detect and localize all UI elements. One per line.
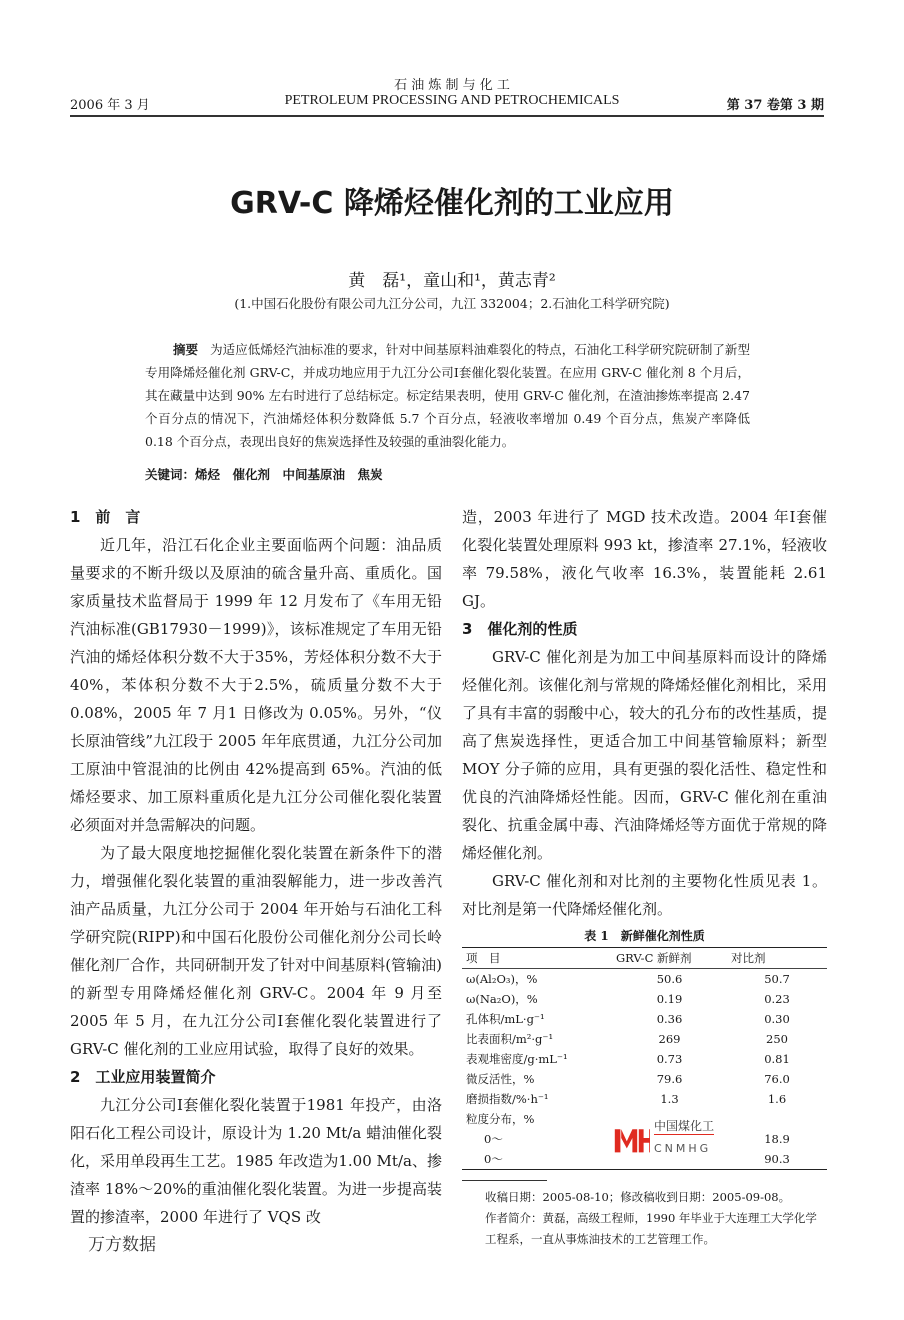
table-cell: 18.9 xyxy=(764,1132,790,1146)
issue-date: 2006 年 3 月 xyxy=(70,98,150,113)
section-1-heading: 1 前 言 xyxy=(70,508,141,526)
footnote-rule xyxy=(462,1180,547,1181)
affiliation: (1.中国石化股份有限公司九江分公司，九江 332004；2.石油化工科学研究院) xyxy=(234,296,670,311)
table-cell: 1.6 xyxy=(767,1092,787,1106)
table-caption: 表 1 新鲜催化剂性质 xyxy=(584,929,705,943)
volume-issue: 第 37 卷第 3 期 xyxy=(726,98,824,113)
cnmhg-watermark-logo xyxy=(614,1110,726,1168)
table-wrapper xyxy=(462,947,827,1170)
two-column-body xyxy=(70,503,904,1257)
abstract-text: 为适应低烯烃汽油标准的要求，针对中间基原料油难裂化的特点，石油化工科学研究院研制了新型专用降烯烃催化剂 GRV-C，并成功地应用于九江分公司Ⅰ套催化裂化装置。在应用 GRV-C 催化剂 8 个月后，其在藏量中达到 90% 左右时进行了总结标定。标定结果表明，使用 GRV-C 催化剂，在渣油掺炼率提高 2.47 个百分点的情况下，汽油烯烃体积分数降低 5.7 个百分点，轻液收率增加 0.49 个百分点，焦炭产率降低 0.18 个百分点，表现出良好的焦炭选择性及较强的重油裂化能力。 xyxy=(145,342,750,449)
author-bio: 作者简介：黄磊，高级工程师，1990 年毕业于大连理工大学化学工程系，一直从事炼油技术的工艺管理工作。 xyxy=(485,1211,817,1246)
table-row xyxy=(462,1089,827,1109)
table-cell: 50.6 xyxy=(656,972,683,986)
table-cell: 50.7 xyxy=(764,972,790,986)
section-2-heading: 2 工业应用装置简介 xyxy=(70,1068,216,1086)
right-column xyxy=(462,503,827,1250)
table-cell: ω(Na₂O)，% xyxy=(466,992,538,1006)
table-row xyxy=(462,1049,827,1069)
wanfang-watermark: 万方数据 xyxy=(88,1235,156,1255)
article-body xyxy=(0,338,904,1257)
table-row xyxy=(462,989,827,1009)
section-1-para-2: 为了最大限度地挖掘催化裂化装置在新条件下的潜力，增强催化裂化装置的重油裂解能力，进一步改善汽油产品质量，九江分公司于 2004 年开始与石油化工科学研究院(RIPP)和中国石化股份公司催化剂分公司长岭催化剂厂合作，共同研制开发了针对中间基原料(管输油)的新型专用降烯烃催化剂 GRV-C。2004 年 9 月至 2005 年 5 月，在九江分公司Ⅰ套催化裂化装置进行了 GRV-C 催化剂的工业应用试验，取得了良好的效果。 xyxy=(70,844,442,1058)
section-3-para-1: GRV-C 催化剂是为加工中间基原料而设计的降烯烃催化剂。该催化剂与常规的降烯烃催化剂相比，采用了具有丰富的弱酸中心，较大的孔分布的改性基质，提高了焦炭选择性，更适合加工中间基管输原料；新型 MOY 分子筛的应用，具有更强的裂化活性、稳定性和优良的汽油降烯烃性能。因而，GRV-C 催化剂在重油裂化、抗重金属中毒、汽油降烯烃等方面优于常规的降烯烃催化剂。 xyxy=(462,648,827,862)
table-cell xyxy=(727,1109,827,1129)
mh-logo-icon xyxy=(614,1118,650,1162)
left-column xyxy=(70,503,442,1257)
table-cell: 0.73 xyxy=(656,1052,683,1066)
keywords: 关键词：烯烃 催化剂 中间基原油 焦炭 xyxy=(145,467,383,482)
table-cell: 90.3 xyxy=(764,1152,790,1166)
table-row xyxy=(462,1009,827,1029)
logo-text-cn: 中国煤化工 xyxy=(654,1119,715,1133)
table-cell: 粒度分布，% xyxy=(466,1112,535,1126)
table-cell: 0.19 xyxy=(656,992,683,1006)
table-cell: 0～ xyxy=(484,1132,503,1146)
table-cell: 269 xyxy=(658,1032,681,1046)
received-date: 收稿日期：2005-08-10；修改稿收到日期：2005-09-08。 xyxy=(485,1190,791,1204)
table-cell: 79.6 xyxy=(656,1072,683,1086)
paper-title: GRV-C 降烯烃催化剂的工业应用 xyxy=(230,186,674,221)
table-cell: 0.23 xyxy=(764,992,790,1006)
section-3-para-2: GRV-C 催化剂和对比剂的主要物化性质见表 1。对比剂是第一代降烯烃催化剂。 xyxy=(462,872,827,918)
authors: 黄 磊¹，童山和¹，黄志青² xyxy=(348,271,556,291)
table-cell: 比表面积/m²·g⁻¹ xyxy=(466,1032,554,1046)
table-cell: 表观堆密度/g·mL⁻¹ xyxy=(466,1052,568,1066)
table-header: GRV-C 新鲜剂 xyxy=(616,951,692,965)
abstract-label: 摘要 xyxy=(173,342,199,357)
table-cell: 0.30 xyxy=(764,1012,790,1026)
table-cell: ω(Al₂O₃)，% xyxy=(466,972,538,986)
section-3-heading: 3 催化剂的性质 xyxy=(462,620,578,638)
table-header: 对比剂 xyxy=(731,951,766,965)
table-cell: 0～ xyxy=(484,1152,503,1166)
table-cell: 磨损指数/%·h⁻¹ xyxy=(466,1092,549,1106)
section-2-para-1: 九江分公司Ⅰ套催化裂化装置于1981 年投产，由洛阳石化工程公司设计，原设计为 1.20 Mt/a 蜡油催化裂化，采用单段再生工艺。1985 年改造为1.00 Mt/a、掺渣率 18%～20%的重油催化裂化装置。为进一步提高装置的掺渣率，2000 年进行了 VQS 改 xyxy=(70,1096,442,1226)
table-cell: 250 xyxy=(766,1032,788,1046)
table-row xyxy=(462,1029,827,1049)
header-rule xyxy=(70,115,824,117)
abstract xyxy=(145,338,750,453)
journal-name-cn: 石 油 炼 制 与 化 工 xyxy=(394,78,510,93)
section-2-continuation: 造，2003 年进行了 MGD 技术改造。2004 年Ⅰ套催化裂化装置处理原料 993 kt，掺渣率 27.1%，轻液收率 79.58%，液化气收率 16.3%，装置能耗 2.61 GJ。 xyxy=(462,508,827,610)
table-cell: 微反活性，% xyxy=(466,1072,535,1086)
table-cell: 0.36 xyxy=(656,1012,683,1026)
table-row xyxy=(462,1069,827,1089)
table-cell: 76.0 xyxy=(764,1072,790,1086)
table-cell: 1.3 xyxy=(660,1092,679,1106)
table-header: 项 目 xyxy=(466,951,501,965)
section-1-para-1: 近几年，沿江石化企业主要面临两个问题：油品质量要求的不断升级以及原油的硫含量升高、重质化。国家质量技术监督局于 1999 年 12 月发布了《车用无铅汽油标准(GB17930－1999)》，该标准规定了车用无铅汽油的烯烃体积分数不大于35%，芳烃体积分数不大于 40%，苯体积分数不大于2.5%，硫质量分数不大于 0.08%，2005 年 7 月1 日修改为 0.05%。另外，“仪长原油管线”九江段于 2005 年年底贯通，九江分公司加工原油中管混油的比例由 42%提高到 65%。汽油的低烯烃要求、加工原料重质化是九江分公司催化裂化装置必须面对并急需解决的问题。 xyxy=(70,536,442,834)
table-cell: 孔体积/mL·g⁻¹ xyxy=(466,1012,545,1026)
logo-text-en: CNMHG xyxy=(654,1142,712,1155)
table-cell: 0.81 xyxy=(764,1052,790,1066)
table-row xyxy=(462,969,827,990)
journal-name-en: PETROLEUM PROCESSING AND PETROCHEMICALS xyxy=(284,93,620,108)
